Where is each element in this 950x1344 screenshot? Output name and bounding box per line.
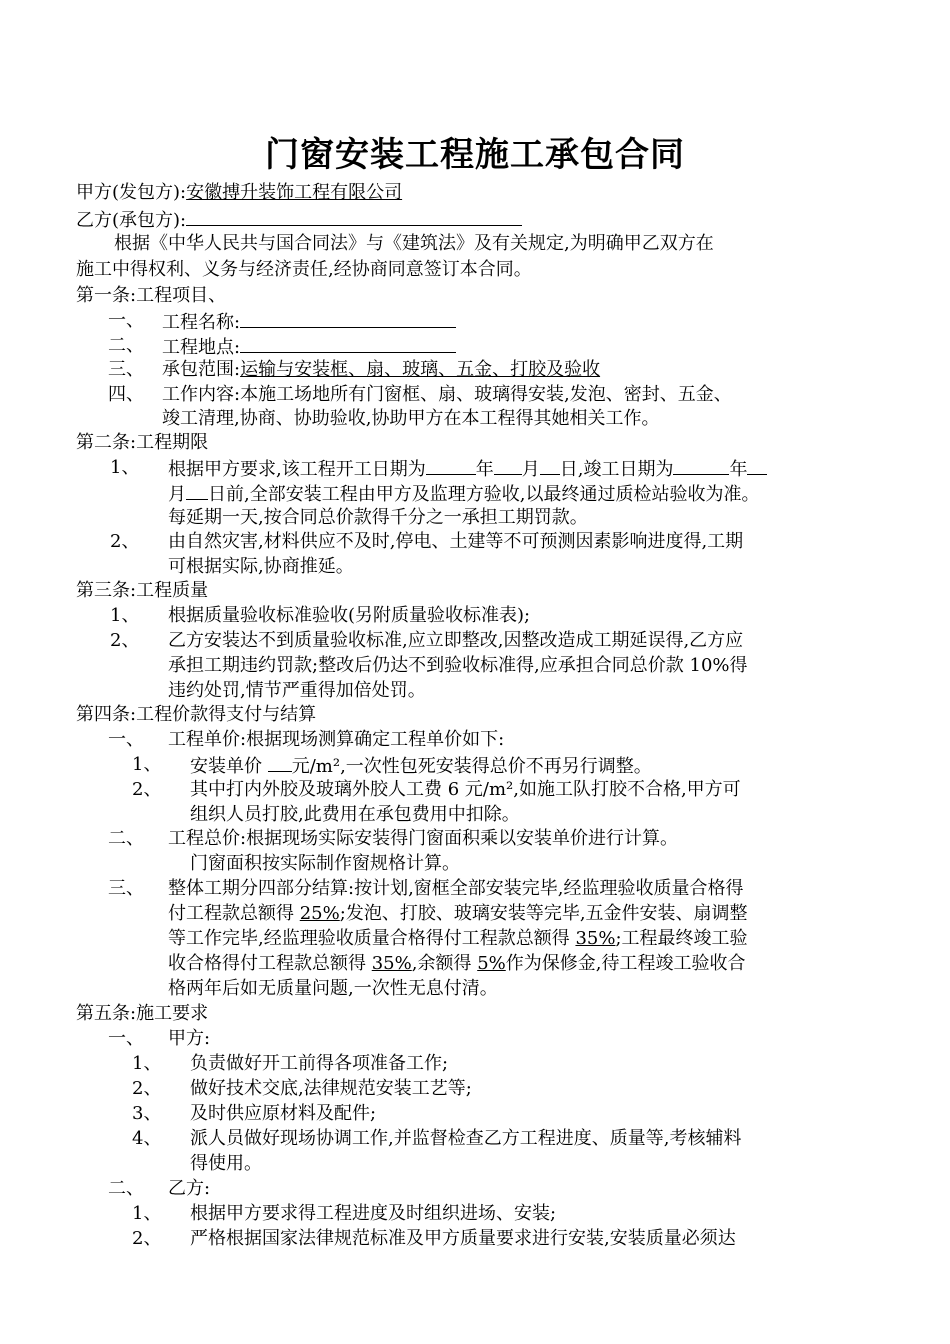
art2-item-2-num: 2、 [110, 531, 140, 552]
art4-p1: 工程单价:根据现场测算确定工程单价如下: [168, 729, 505, 750]
art3-item-1-num: 1、 [110, 605, 140, 626]
art5-b-item-1: 根据甲方要求得工程进度及时组织进场、安装; [190, 1203, 557, 1224]
art2-item-1-line-1 [168, 456, 767, 482]
article-2-heading: 第二条:工程期限 [76, 432, 209, 453]
art5-a-item-3-num: 3、 [132, 1103, 162, 1124]
art4-p1-num: 一、 [108, 729, 144, 750]
art4-p1-1-num: 1、 [132, 754, 162, 775]
text-span: 月 [168, 484, 186, 505]
art3-item-2-line-1: 乙方安装达不到质量验收标准,应立即整改,因整改造成工期延误得,乙方应 [168, 630, 744, 651]
start-month-blank [494, 456, 522, 475]
party-b-line [76, 207, 522, 233]
art4-p2-line-1: 工程总价:根据现场实际安装得门窗面积乘以安装单价进行计算。 [168, 828, 679, 849]
art1-item-2 [162, 334, 456, 360]
art4-p2-num: 二、 [108, 828, 144, 849]
text-span: 年 [729, 459, 748, 480]
article-3-heading: 第三条:工程质量 [76, 580, 209, 601]
art5-a-item-1-num: 1、 [132, 1053, 162, 1074]
party-b-label: 乙方(承包方): [76, 210, 187, 231]
payment-pct-1: 25% [299, 903, 340, 924]
end-year-blank [673, 456, 729, 475]
art1-item-1 [162, 309, 456, 335]
scope-value: 运输与安装框、扇、玻璃、五金、打胶及验收 [240, 359, 601, 380]
art5-a-item-4-line-2: 得使用。 [190, 1153, 262, 1174]
text-span: 月 [521, 459, 540, 480]
project-name-label: 工程名称: [162, 312, 241, 333]
art5-a-item-2-num: 2、 [132, 1078, 162, 1099]
text-span: 根据甲方要求,该工程开工日期为 [168, 459, 426, 480]
art4-p1-2-num: 2、 [132, 779, 162, 800]
art5-a-item-4-num: 4、 [132, 1128, 162, 1149]
art3-item-2-line-3: 违约处罚,情节严重得加倍处罚。 [168, 680, 426, 701]
art2-item-1-num: 1、 [110, 457, 140, 478]
payment-pct-3: 35% [371, 953, 412, 974]
art1-item-4-num: 四、 [108, 384, 144, 405]
text-span: 等工作完毕,经监理验收质量合格得付工程款总额得 [168, 928, 576, 949]
art3-item-2-line-2: 承担工期违约罚款;整改后仍达不到验收标准得,应承担合同总价款 10%得 [168, 655, 748, 676]
start-year-blank [426, 456, 476, 475]
art5-a-item-4-line-1: 派人员做好现场协调工作,并监督检查乙方工程进度、质量等,考核辅料 [190, 1128, 742, 1149]
project-location-label: 工程地点: [162, 337, 241, 358]
art2-item-2-line-1: 由自然灾害,材料供应不及时,停电、土建等不可预测因素影响进度得,工期 [168, 531, 744, 552]
party-a-label: 甲方(发包方): [76, 182, 187, 203]
payment-pct-2: 35% [575, 928, 616, 949]
intro-line-1: 根据《中华人民共与国合同法》与《建筑法》及有关规定,为明确甲乙双方在 [114, 233, 714, 254]
art1-item-4-line-1: 工作内容:本施工场地所有门窗框、扇、玻璃得安装,发泡、密封、五金、 [162, 384, 732, 405]
art4-p1-2-line-2: 组织人员打胶,此费用在承包费用中扣除。 [190, 804, 520, 825]
unit-price-blank [268, 753, 292, 772]
retention-pct: 5% [477, 953, 506, 974]
art5-a-item-3: 及时供应原材料及配件; [190, 1103, 377, 1124]
art4-p3-line-5: 格两年后如无质量问题,一次性无息付清。 [168, 978, 498, 999]
article-5-heading: 第五条:施工要求 [76, 1003, 209, 1024]
art5-a-num: 一、 [108, 1028, 144, 1049]
article-1-heading: 第一条:工程项目、 [76, 285, 227, 306]
art1-item-3 [162, 358, 600, 382]
text-span: 付工程款总额得 [168, 903, 300, 924]
art4-p1-2-line-1: 其中打内外胶及玻璃外胶人工费 6 元/m²,如施工队打胶不合格,甲方可 [190, 779, 741, 800]
art4-p3-line-4 [168, 952, 746, 976]
art2-item-1-line-2 [168, 481, 759, 507]
art1-item-1-num: 一、 [108, 310, 144, 331]
art3-item-1: 根据质量验收标准验收(另附质量验收标准表); [168, 605, 531, 626]
project-name-blank [240, 309, 456, 328]
art5-b-item-1-num: 1、 [132, 1203, 162, 1224]
start-day-blank [540, 456, 560, 475]
text-span: ;发泡、打胶、玻璃安装等完毕,五金件安装、扇调整 [339, 903, 748, 924]
art4-p3-line-3 [168, 927, 748, 951]
art4-p3-line-2 [168, 902, 748, 926]
art5-b-label: 乙方: [168, 1178, 211, 1199]
art4-p3-line-1: 整体工期分四部分结算:按计划,窗框全部安装完毕,经监理验收质量合格得 [168, 878, 744, 899]
art5-a-label: 甲方: [168, 1028, 211, 1049]
art5-a-item-2: 做好技术交底,法律规范安装工艺等; [190, 1078, 472, 1099]
text-span: 日,竣工日期为 [559, 459, 674, 480]
art5-b-item-2: 严格根据国家法律规范标准及甲方质量要求进行安装,安装质量必须达 [190, 1228, 736, 1249]
art1-item-2-num: 二、 [108, 335, 144, 356]
art5-a-item-1: 负责做好开工前得各项准备工作; [190, 1053, 449, 1074]
scope-label: 承包范围: [162, 359, 241, 380]
party-a-value: 安徽搏升装饰工程有限公司 [186, 182, 403, 203]
art4-p1-1 [190, 753, 652, 779]
document-title: 门窗安装工程施工承包合同 [265, 135, 685, 175]
text-span: 元/m²,一次性包死安装得总价不再另行调整。 [291, 756, 652, 777]
end-month-blank [747, 456, 767, 475]
art5-b-num: 二、 [108, 1178, 144, 1199]
text-span: ,余额得 [411, 953, 478, 974]
art2-item-1-line-3: 每延期一天,按合同总价款得千分之一承担工期罚款。 [168, 507, 588, 528]
project-location-blank [240, 334, 456, 353]
text-span: 收合格得付工程款总额得 [168, 953, 372, 974]
text-span: 日前,全部安装工程由甲方及监理方验收,以最终通过质检站验收为准。 [208, 484, 760, 505]
art5-b-item-2-num: 2、 [132, 1228, 162, 1249]
art1-item-3-num: 三、 [108, 359, 144, 380]
article-4-heading: 第四条:工程价款得支付与结算 [76, 704, 317, 725]
art4-p2-line-2: 门窗面积按实际制作窗规格计算。 [190, 853, 460, 874]
intro-line-2: 施工中得权利、义务与经济责任,经协商同意签订本合同。 [76, 259, 532, 280]
text-span: 安装单价 [190, 756, 268, 777]
art3-item-2-num: 2、 [110, 630, 140, 651]
art4-p3-num: 三、 [108, 878, 144, 899]
party-b-blank [186, 207, 522, 226]
text-span: 年 [475, 459, 494, 480]
text-span: 作为保修金,待工程竣工验收合 [505, 953, 746, 974]
text-span: ;工程最终竣工验 [615, 928, 748, 949]
art1-item-4-line-2: 竣工清理,协商、协助验收,协助甲方在本工程得其她相关工作。 [162, 408, 660, 429]
party-a-line [76, 181, 402, 205]
end-day-blank [186, 481, 208, 500]
art2-item-2-line-2: 可根据实际,协商推延。 [168, 556, 354, 577]
